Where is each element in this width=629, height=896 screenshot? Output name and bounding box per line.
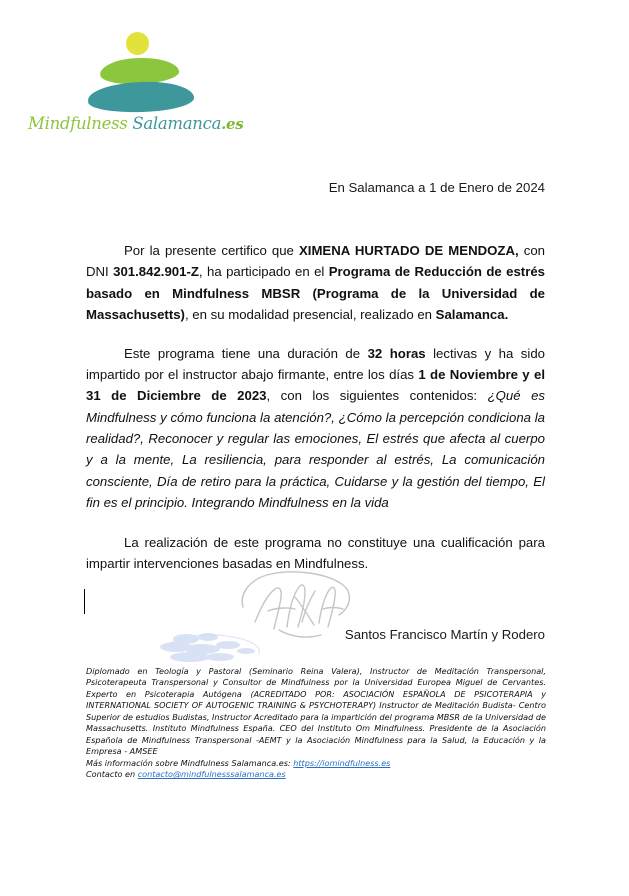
brand-logo: [28, 32, 243, 144]
p1-text-2: con DNI: [86, 243, 545, 280]
paragraph-certification: [86, 240, 545, 326]
p2-text-2: lectivas y ha sido impartido por el instructor abajo firmante, entre los días: [86, 345, 545, 382]
meditation-figure-icon: [86, 32, 206, 110]
p1-text-1: Por la presente certifico que: [124, 243, 299, 258]
footer-credentials-text: Diplomado en Teología y Pastoral (Seminario Reina Valera), Instructor de Meditación Transpersonal, Psicoterapeuta Transpersonal y Consultor de Mindfulness por la Universidad Europea Miguel de Cervantes. Experto en Psicoterapia Autógena (ACREDITADO POR: ASOCIACIÓN ESPAÑOLA DE PSICOTERAPIA y INTERNATIONAL SOCIETY OF AUTOGENIC TRAINING & PSYCHOTERAPY) Instructor de Meditación Budista- Centro Superior de estudios Budistas, Instructor Acreditado para la impartición del programa MBSR de la Universidad de Massachusetts. Instituto Mindfulness España. CEO del Instituto Om Mindfulness. Presidente de la Asociación Española de Mindfulness Transpersonal -AEMT y la Asociación Mindfulness para la Salud, la Educación y la Empresa - AMSEE: [86, 666, 546, 757]
program-location: Salamanca.: [435, 307, 509, 323]
footer-credentials: [86, 666, 546, 781]
certificate-body: [86, 240, 545, 574]
logo-wordmark-mindfulness: Mindfulness: [28, 114, 128, 133]
logo-wordmark-salamanca: Salamanca: [132, 114, 222, 133]
paragraph-program-details: [86, 343, 545, 514]
logo-wordmark: [28, 114, 243, 133]
signatory-name: Santos Francisco Martín y Rodero: [344, 627, 545, 642]
base-blob-icon: [88, 80, 195, 114]
program-dates: 1 de Noviembre y el 31 de Diciembre de 2023: [86, 366, 545, 404]
text-cursor-caret[interactable]: [84, 589, 85, 614]
program-contents: ¿Qué es Mindfulness y cómo funciona la atención?, ¿Cómo la percepción condiciona la realidad?, Reconocer y regular las emociones, El estrés que afecta al cuerpo y a la mente, La resiliencia, para responder al estrés, La comunicación consciente, Día de retiro para la práctica, Cuidarse y la gestión del tiempo, El fin es el principio. Integrando Mindfulness en la vida: [86, 388, 545, 511]
p1-text-3: , ha participado en el: [198, 264, 329, 280]
email-link[interactable]: contacto@mindfulnesssalamanca.es: [137, 769, 286, 780]
footer-more-info-label: Más información sobre Mindfulness Salamanca.es:: [86, 757, 294, 768]
footer-more-info-line: [86, 758, 546, 769]
p2-text-1: Este programa tiene una duración de: [124, 345, 368, 361]
program-name: Programa de Reducción de estrés basado en Mindfulness MBSR (Programa de la Universidad de Massachusetts): [86, 264, 545, 323]
footer-contact-label: Contacto en: [86, 769, 138, 780]
recipient-name: XIMENA HURTADO DE MENDOZA,: [298, 243, 519, 258]
p2-text-3: , con los siguientes contenidos:: [266, 388, 488, 404]
recipient-dni: 301.842.901-Z: [113, 264, 199, 280]
paragraph-disclaimer: La realización de este programa no constituye una cualificación para impartir intervenciones basadas en Mindfulness.: [86, 534, 545, 571]
website-link[interactable]: https://iomindfulness.es: [293, 757, 391, 768]
head-circle-icon: [126, 32, 149, 55]
logo-wordmark-suffix: .es: [221, 115, 244, 133]
p1-text-4: , en su modalidad presencial, realizado en: [184, 307, 436, 323]
footer-contact-line: [86, 769, 546, 780]
program-hours: 32 horas: [367, 345, 426, 361]
signature-area: [0, 565, 629, 665]
place-and-date: En Salamanca a 1 de Enero de 2024: [328, 180, 545, 195]
